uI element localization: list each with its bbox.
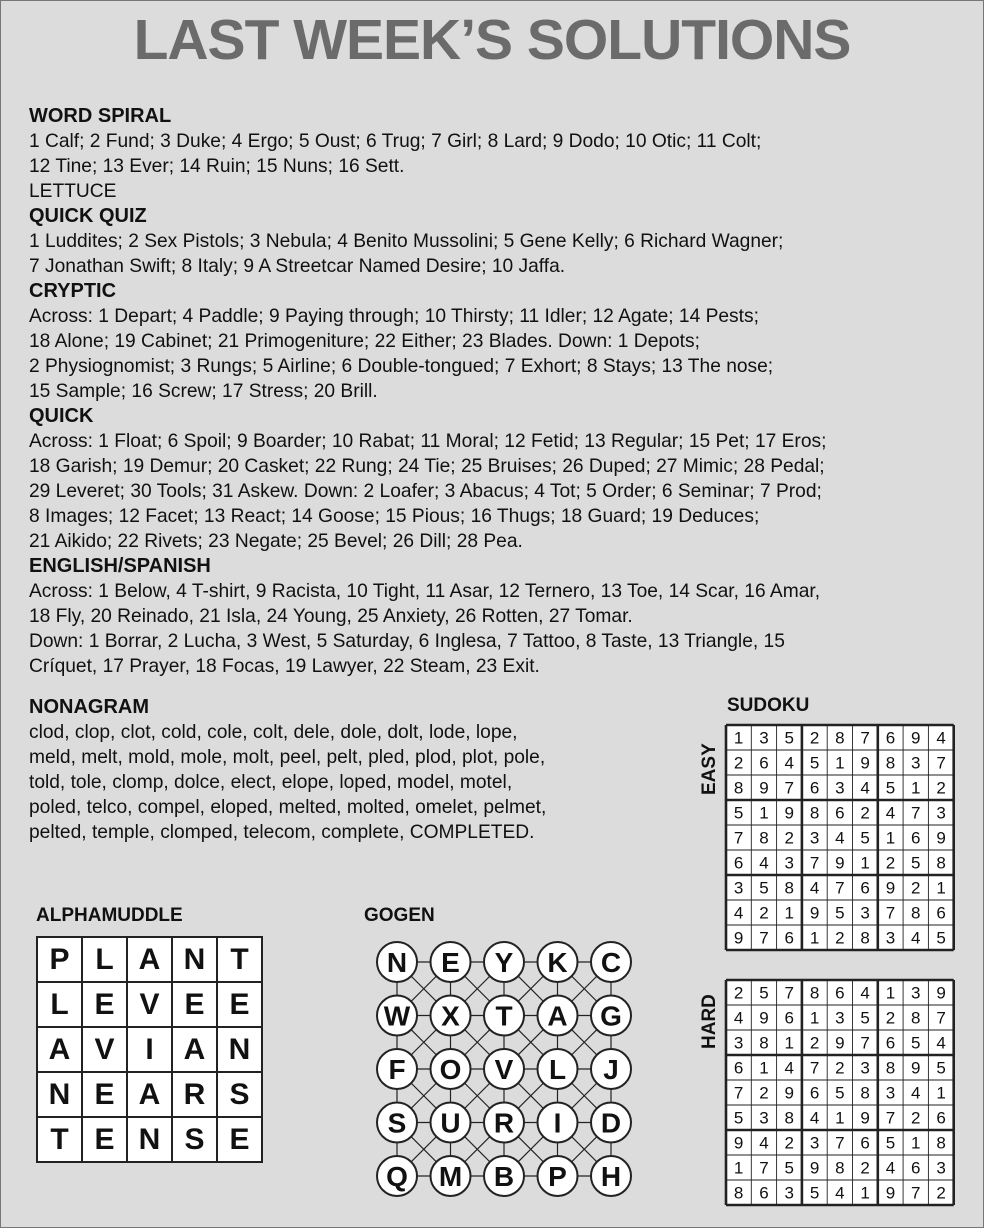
alphamuddle-cell: V	[127, 982, 172, 1027]
sudoku-cell: 9	[784, 1083, 794, 1103]
section-heading: ENGLISH/SPANISH	[29, 555, 211, 577]
section-heading: QUICK QUIZ	[29, 205, 147, 227]
sudoku-cell: 7	[733, 1083, 744, 1103]
sudoku-cell: 7	[733, 828, 744, 848]
sudoku-cell: 2	[885, 1008, 896, 1028]
sudoku-cell: 2	[784, 828, 794, 848]
gogen-grid	[366, 931, 641, 1221]
sudoku-cell: 8	[936, 1133, 946, 1153]
sudoku-cell: 2	[860, 1158, 870, 1178]
gogen-letter: A	[547, 1000, 568, 1032]
sudoku-cell: 1	[759, 1058, 769, 1078]
sudoku-cell: 5	[759, 983, 769, 1003]
nonagram-line: poled, telco, compel, eloped, melted, molted, omelet, pelmet,	[29, 797, 547, 818]
sudoku-cell: 6	[759, 1183, 769, 1203]
sudoku-cell: 3	[809, 828, 820, 848]
sudoku-cell: 3	[936, 1158, 946, 1178]
sudoku-cell: 8	[733, 778, 744, 798]
answer-line: 12 Tine; 13 Ever; 14 Ruin; 15 Nuns; 16 Sett.	[29, 156, 405, 177]
sudoku-cell: 5	[835, 903, 845, 923]
sudoku-cell: 8	[860, 928, 870, 948]
gogen-letter: Y	[494, 947, 514, 978]
answer-line: 15 Sample; 16 Screw; 17 Stress; 20 Brill.	[29, 381, 378, 402]
sudoku-cell: 4	[733, 903, 744, 923]
sudoku-cell: 9	[733, 1133, 744, 1153]
sudoku-cell: 1	[911, 1133, 921, 1153]
alphamuddle-heading: ALPHAMUDDLE	[36, 905, 183, 926]
sudoku-cell: 9	[911, 728, 921, 748]
sudoku-cell: 2	[733, 983, 744, 1003]
gogen-letter: I	[553, 1107, 562, 1139]
sudoku-cell: 5	[911, 853, 921, 873]
nonagram-heading: NONAGRAM	[29, 696, 149, 718]
sudoku-cell: 3	[835, 778, 845, 798]
sudoku-cell: 9	[860, 1108, 870, 1128]
sudoku-cell: 6	[809, 1083, 820, 1103]
sudoku-cell: 7	[885, 1108, 896, 1128]
answer-line: 18 Alone; 19 Cabinet; 21 Primogeniture; 22 Either; 23 Blades. Down: 1 Depots;	[29, 331, 700, 352]
sudoku-cell: 7	[911, 803, 921, 823]
solutions-text	[29, 104, 969, 679]
answer-line: 2 Physiognomist; 3 Rungs; 5 Airline; 6 Double-tongued; 7 Exhort; 8 Stays; 13 The nose;	[29, 356, 774, 377]
sudoku-cell: 2	[733, 753, 744, 773]
alphamuddle-grid	[36, 936, 263, 1163]
gogen-letter: D	[600, 1107, 622, 1139]
sudoku-cell: 8	[809, 803, 820, 823]
answer-line: 7 Jonathan Swift; 8 Italy; 9 A Streetcar Named Desire; 10 Jaffa.	[29, 256, 566, 277]
alphamuddle-row	[37, 937, 262, 982]
sudoku-cell: 1	[835, 753, 845, 773]
sudoku-cell: 9	[885, 878, 896, 898]
sudoku-cell: 4	[759, 1133, 769, 1153]
alphamuddle-cell: E	[217, 982, 262, 1027]
sudoku-cell: 9	[759, 1008, 769, 1028]
sudoku-cell: 2	[759, 903, 769, 923]
sudoku-cell: 5	[936, 1058, 946, 1078]
sudoku-cell: 8	[809, 983, 820, 1003]
alphamuddle-cell: N	[37, 1072, 82, 1117]
sudoku-cell: 8	[936, 853, 946, 873]
gogen-letter: M	[438, 1161, 463, 1192]
sudoku-cell: 9	[809, 903, 820, 923]
sudoku-cell: 9	[759, 778, 769, 798]
gogen-letter: G	[600, 1000, 622, 1032]
answer-line: Across: 1 Below, 4 T-shirt, 9 Racista, 10 Tight, 11 Asar, 12 Ternero, 13 Toe, 14 Scar, 16 Amar,	[29, 581, 821, 602]
alphamuddle-row	[37, 1072, 262, 1117]
sudoku-cell: 2	[936, 1183, 946, 1203]
sudoku-cell: 2	[885, 853, 896, 873]
gogen-letter: C	[600, 947, 622, 978]
sudoku-cell: 6	[733, 853, 744, 873]
section-heading: QUICK	[29, 405, 94, 427]
sudoku-cell: 7	[835, 878, 845, 898]
sudoku-cell: 4	[860, 778, 870, 798]
sudoku-cell: 1	[809, 1008, 820, 1028]
gogen-letter: R	[493, 1107, 515, 1139]
sudoku-cell: 8	[759, 1033, 769, 1053]
sudoku-cell: 1	[911, 778, 921, 798]
sudoku-cell: 6	[860, 878, 870, 898]
sudoku-cell: 6	[911, 1158, 921, 1178]
alphamuddle-cell: A	[37, 1027, 82, 1072]
sudoku-cell: 9	[809, 1158, 820, 1178]
sudoku-cell: 6	[936, 903, 946, 923]
alphamuddle-cell: L	[37, 982, 82, 1027]
gogen-letter: K	[547, 947, 568, 978]
sudoku-cell: 3	[733, 1033, 744, 1053]
sudoku-cell: 1	[885, 983, 896, 1003]
alphamuddle-cell: N	[217, 1027, 262, 1072]
sudoku-cell: 9	[784, 803, 794, 823]
sudoku-cell: 8	[784, 1108, 794, 1128]
sudoku-cell: 3	[809, 1133, 820, 1153]
answer-line: 1 Calf; 2 Fund; 3 Duke; 4 Ergo; 5 Oust; 6 Trug; 7 Girl; 8 Lard; 9 Dodo; 10 Otic; 11 Colt;	[29, 131, 762, 152]
alphamuddle-cell: L	[82, 937, 127, 982]
sudoku-cell: 2	[784, 1133, 794, 1153]
sudoku-cell: 3	[911, 753, 921, 773]
sudoku-cell: 4	[885, 1158, 896, 1178]
sudoku-cell: 6	[835, 803, 845, 823]
sudoku-hard-label: HARD	[699, 994, 720, 1049]
sudoku-cell: 8	[860, 1083, 870, 1103]
sudoku-cell: 8	[759, 828, 769, 848]
sudoku-cell: 9	[936, 983, 946, 1003]
gogen-letter: W	[383, 1000, 411, 1032]
sudoku-cell: 2	[835, 1058, 845, 1078]
sudoku-cell: 1	[860, 1183, 870, 1203]
sudoku-cell: 3	[759, 1108, 769, 1128]
sudoku-cell: 5	[835, 1083, 845, 1103]
sudoku-cell: 7	[885, 903, 896, 923]
sudoku-cell: 4	[784, 753, 794, 773]
nonagram-line: clod, clop, clot, cold, cole, colt, dele, dole, dolt, lode, lope,	[29, 722, 518, 743]
answer-line: Across: 1 Float; 6 Spoil; 9 Boarder; 10 Rabat; 11 Moral; 12 Fetid; 13 Regular; 15 Pet; 17 Eros;	[29, 431, 827, 452]
alphamuddle-cell: I	[127, 1027, 172, 1072]
sudoku-cell: 3	[835, 1008, 845, 1028]
nonagram-line: told, tole, clomp, dolce, elect, elope, loped, model, motel,	[29, 772, 513, 793]
sudoku-cell: 6	[885, 728, 896, 748]
alphamuddle-cell: E	[172, 982, 217, 1027]
alphamuddle-row	[37, 982, 262, 1027]
gogen-letter: V	[494, 1054, 514, 1085]
sudoku-heading: SUDOKU	[727, 695, 810, 716]
alphamuddle-cell: E	[82, 1072, 127, 1117]
sudoku-cell: 6	[936, 1108, 946, 1128]
sudoku-cell: 1	[936, 1083, 946, 1103]
sudoku-cell: 6	[759, 753, 769, 773]
sudoku-cell: 4	[809, 878, 820, 898]
alphamuddle-cell: S	[172, 1117, 217, 1162]
sudoku-cell: 1	[885, 828, 896, 848]
gogen-letter: H	[600, 1161, 622, 1192]
sudoku-cell: 4	[936, 728, 946, 748]
sudoku-cell: 7	[936, 1008, 946, 1028]
sudoku-cell: 9	[835, 1033, 845, 1053]
sudoku-cell: 8	[885, 1058, 896, 1078]
alphamuddle-cell: A	[127, 937, 172, 982]
sudoku-cell: 6	[784, 928, 794, 948]
sudoku-cell: 5	[809, 753, 820, 773]
sudoku-cell: 7	[759, 928, 769, 948]
sudoku-cell: 2	[835, 928, 845, 948]
sudoku-cell: 9	[860, 753, 870, 773]
sudoku-cell: 8	[835, 728, 845, 748]
sudoku-cell: 4	[835, 1183, 845, 1203]
sudoku-cell: 3	[784, 853, 794, 873]
sudoku-cell: 2	[860, 803, 870, 823]
sudoku-cell: 5	[784, 728, 794, 748]
sudoku-hard-grid	[724, 978, 958, 1208]
sudoku-cell: 2	[759, 1083, 769, 1103]
sudoku-cell: 8	[784, 878, 794, 898]
sudoku-cell: 1	[860, 853, 870, 873]
sudoku-cell: 3	[936, 803, 946, 823]
answer-line: 18 Garish; 19 Demur; 20 Casket; 22 Rung; 24 Tie; 25 Bruises; 26 Duped; 27 Mimic; 28 Pedal;	[29, 456, 825, 477]
sudoku-cell: 8	[733, 1183, 744, 1203]
sudoku-cell: 3	[784, 1183, 794, 1203]
sudoku-cell: 4	[885, 803, 896, 823]
sudoku-cell: 3	[733, 878, 744, 898]
sudoku-cell: 1	[733, 1158, 744, 1178]
sudoku-cell: 4	[809, 1108, 820, 1128]
sudoku-cell: 1	[733, 728, 744, 748]
gogen-letter: F	[388, 1054, 406, 1085]
sudoku-cell: 4	[784, 1058, 794, 1078]
sudoku-cell: 5	[784, 1158, 794, 1178]
sudoku-cell: 8	[911, 1008, 921, 1028]
gogen-letter: T	[495, 1000, 513, 1032]
sudoku-cell: 5	[885, 1133, 896, 1153]
sudoku-cell: 8	[885, 753, 896, 773]
sudoku-cell: 1	[936, 878, 946, 898]
section-heading: WORD SPIRAL	[29, 105, 172, 127]
answer-line: LETTUCE	[29, 181, 117, 202]
sudoku-cell: 4	[911, 1083, 921, 1103]
sudoku-cell: 8	[911, 903, 921, 923]
sudoku-cell: 6	[885, 1033, 896, 1053]
alphamuddle-row	[37, 1027, 262, 1072]
sudoku-cell: 9	[885, 1183, 896, 1203]
alphamuddle-cell: T	[217, 937, 262, 982]
gogen-letter: B	[493, 1161, 515, 1192]
sudoku-cell: 7	[835, 1133, 845, 1153]
gogen-letter: Q	[386, 1161, 408, 1192]
sudoku-cell: 4	[860, 983, 870, 1003]
sudoku-cell: 6	[860, 1133, 870, 1153]
sudoku-cell: 5	[860, 828, 870, 848]
sudoku-cell: 1	[759, 803, 769, 823]
sudoku-cell: 3	[885, 1083, 896, 1103]
sudoku-easy-grid	[724, 723, 958, 953]
sudoku-cell: 5	[733, 803, 744, 823]
nonagram-line: meld, melt, mold, mole, molt, peel, pelt, pled, plod, plot, pole,	[29, 747, 546, 768]
sudoku-cell: 1	[835, 1108, 845, 1128]
alphamuddle-cell: R	[172, 1072, 217, 1117]
section-heading: CRYPTIC	[29, 280, 117, 302]
sudoku-cell: 5	[860, 1008, 870, 1028]
alphamuddle-cell: N	[172, 937, 217, 982]
sudoku-cell: 5	[733, 1108, 744, 1128]
sudoku-cell: 3	[885, 928, 896, 948]
sudoku-cell: 7	[784, 778, 794, 798]
answer-line: 18 Fly, 20 Reinado, 21 Isla, 24 Young, 25 Anxiety, 26 Rotten, 27 Tomar.	[29, 606, 633, 627]
sudoku-cell: 7	[784, 983, 794, 1003]
sudoku-cell: 7	[911, 1183, 921, 1203]
sudoku-cell: 2	[936, 778, 946, 798]
sudoku-cell: 9	[835, 853, 845, 873]
answer-line: 8 Images; 12 Facet; 13 React; 14 Goose; 15 Pious; 16 Thugs; 18 Guard; 19 Deduces;	[29, 506, 760, 527]
sudoku-cell: 5	[911, 1033, 921, 1053]
sudoku-cell: 6	[911, 828, 921, 848]
answer-line: Across: 1 Depart; 4 Paddle; 9 Paying through; 10 Thirsty; 11 Idler; 12 Agate; 14 Pests;	[29, 306, 759, 327]
sudoku-cell: 1	[784, 1033, 794, 1053]
gogen-letter: U	[440, 1107, 461, 1139]
page-title: LAST WEEK’S SOLUTIONS	[133, 8, 851, 72]
alphamuddle-row	[37, 1117, 262, 1162]
sudoku-cell: 7	[809, 853, 820, 873]
alphamuddle-cell: A	[172, 1027, 217, 1072]
sudoku-cell: 8	[835, 1158, 845, 1178]
alphamuddle-cell: N	[127, 1117, 172, 1162]
sudoku-cell: 1	[784, 903, 794, 923]
alphamuddle-cell: E	[82, 982, 127, 1027]
sudoku-cell: 4	[835, 828, 845, 848]
sudoku-cell: 2	[809, 728, 820, 748]
sudoku-cell: 4	[936, 1033, 946, 1053]
gogen-letter: E	[441, 947, 460, 978]
sudoku-cell: 7	[860, 1033, 870, 1053]
nonagram-section	[29, 695, 679, 845]
sudoku-cell: 2	[911, 878, 921, 898]
sudoku-cell: 7	[809, 1058, 820, 1078]
sudoku-easy-label: EASY	[699, 743, 720, 795]
sudoku-cell: 4	[911, 928, 921, 948]
sudoku-cell: 1	[809, 928, 820, 948]
alphamuddle-cell: P	[37, 937, 82, 982]
nonagram-line: pelted, temple, clomped, telecom, complete, COMPLETED.	[29, 822, 535, 843]
sudoku-cell: 6	[784, 1008, 794, 1028]
gogen-letter: J	[603, 1054, 619, 1085]
sudoku-cell: 2	[911, 1108, 921, 1128]
sudoku-cell: 4	[759, 853, 769, 873]
gogen-letter: N	[386, 947, 408, 978]
alphamuddle-cell: E	[82, 1117, 127, 1162]
sudoku-cell: 7	[936, 753, 946, 773]
sudoku-cell: 6	[733, 1058, 744, 1078]
alphamuddle-cell: V	[82, 1027, 127, 1072]
sudoku-cell: 3	[860, 903, 870, 923]
answer-line: Down: 1 Borrar, 2 Lucha, 3 West, 5 Saturday, 6 Inglesa, 7 Tattoo, 8 Taste, 13 Triangle, 15	[29, 631, 785, 652]
sudoku-cell: 2	[809, 1033, 820, 1053]
gogen-letter: P	[548, 1161, 567, 1192]
alphamuddle-cell: S	[217, 1072, 262, 1117]
sudoku-cell: 6	[835, 983, 845, 1003]
nonagram-answers	[29, 720, 679, 845]
sudoku-cell: 7	[759, 1158, 769, 1178]
sudoku-cell: 9	[936, 828, 946, 848]
sudoku-cell: 9	[911, 1058, 921, 1078]
alphamuddle-cell: A	[127, 1072, 172, 1117]
answer-line: Críquet, 17 Prayer, 18 Focas, 19 Lawyer, 22 Steam, 23 Exit.	[29, 656, 540, 677]
alphamuddle-cell: E	[217, 1117, 262, 1162]
gogen-letter: X	[441, 1000, 460, 1032]
gogen-letter: L	[548, 1054, 567, 1085]
sudoku-cell: 5	[885, 778, 896, 798]
gogen-heading: GOGEN	[364, 905, 435, 926]
sudoku-cell: 3	[860, 1058, 870, 1078]
sudoku-cell: 5	[809, 1183, 820, 1203]
answer-line: 21 Aikido; 22 Rivets; 23 Negate; 25 Bevel; 26 Dill; 28 Pea.	[29, 531, 523, 552]
gogen-letter: O	[439, 1054, 462, 1085]
sudoku-cell: 5	[936, 928, 946, 948]
gogen-letter: S	[387, 1107, 407, 1139]
sudoku-cell: 3	[911, 983, 921, 1003]
sudoku-cell: 4	[733, 1008, 744, 1028]
answer-line: 1 Luddites; 2 Sex Pistols; 3 Nebula; 4 Benito Mussolini; 5 Gene Kelly; 6 Richard Wagner;	[29, 231, 784, 252]
sudoku-cell: 9	[733, 928, 744, 948]
sudoku-cell: 3	[759, 728, 769, 748]
sudoku-cell: 6	[809, 778, 820, 798]
answer-line: 29 Leveret; 30 Tools; 31 Askew. Down: 2 Loafer; 3 Abacus; 4 Tot; 5 Order; 6 Seminar; 7 Prod;	[29, 481, 822, 502]
sudoku-cell: 7	[860, 728, 870, 748]
sudoku-cell: 5	[759, 878, 769, 898]
alphamuddle-cell: T	[37, 1117, 82, 1162]
